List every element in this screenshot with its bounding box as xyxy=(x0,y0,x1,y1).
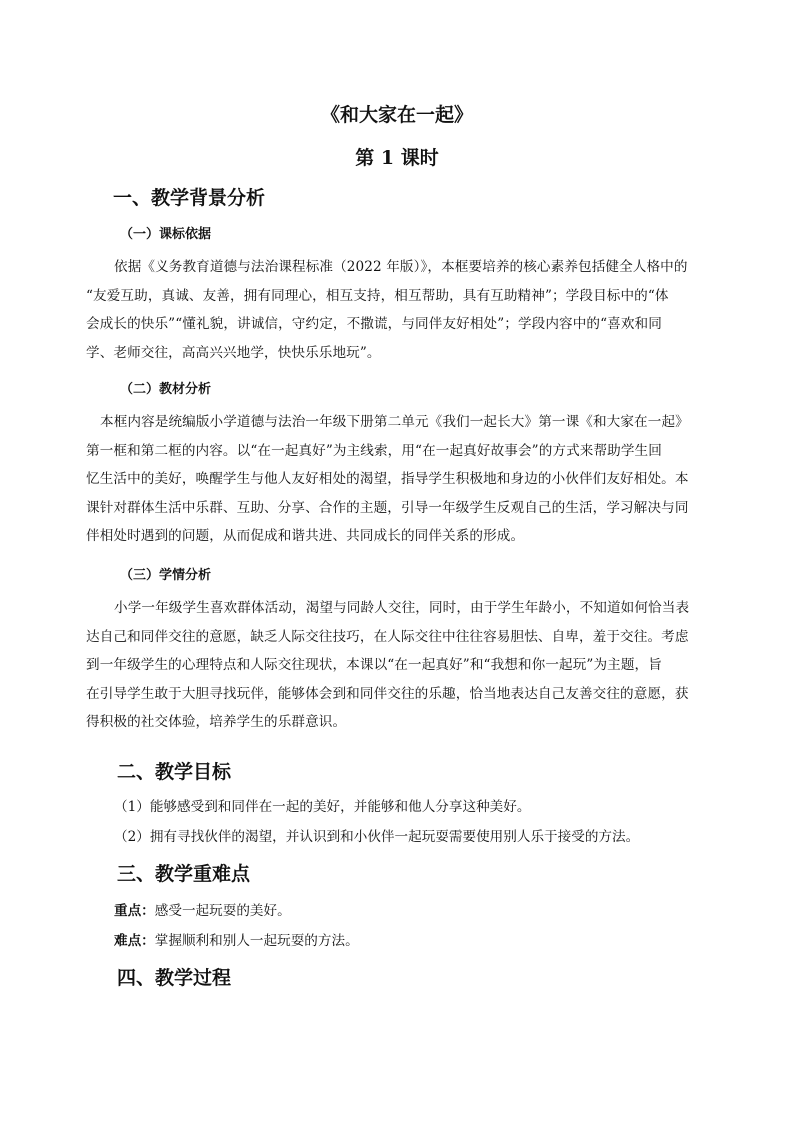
paragraph-curriculum-basis xyxy=(86,253,710,367)
text-line: 第一框和第二框的内容。以“在一起真好”为主线索，用“在一起真好故事会”的方式来帮助学生回 xyxy=(86,442,662,459)
difficult-point-label: 难点： xyxy=(114,933,155,949)
key-point-label: 重点： xyxy=(114,903,155,919)
text-line: 本框内容是统编版小学道德与法治一年级下册第二单元《我们一起长大》第一课《和大家在一起》 xyxy=(100,414,689,430)
objective-item-2: （2）拥有寻找伙伴的渴望，并认识到和小伙伴一起玩耍需要使用别人乐于接受的方法。 xyxy=(114,829,640,845)
key-point-text: 感受一起玩耍的美好。 xyxy=(154,903,291,919)
paragraph-textbook-analysis xyxy=(86,408,710,551)
text-line: 依据《义务教育道德与法治课程标准（2022 年版）》，本框要培养的核心素养包括健全人格中的 xyxy=(114,259,688,275)
subheading-textbook-analysis: （二）教材分析 xyxy=(120,382,212,397)
document-title: 《和大家在一起》 xyxy=(320,104,473,126)
text-line: 伴相处时遇到的问题，从而促成和谐共进、共同成长的同伴关系的形成。 xyxy=(86,528,525,545)
section-heading-process: 四、教学过程 xyxy=(117,967,232,989)
text-line: 忆生活中的美好，唤醒学生与他人友好相处的渴望，指导学生积极地和身边的小伙伴们友好相处。本 xyxy=(86,471,689,488)
text-line: 会成长的快乐”“懂礼貌，讲诚信，守约定，不撒谎，与同伴友好相处”；学段内容中的“喜欢和同 xyxy=(86,316,662,333)
text-line: 达自己和同伴交往的意愿，缺乏人际交往技巧，在人际交往中往往容易胆怯、自卑，羞于交往。考虑 xyxy=(86,628,689,645)
text-line: “友爱互助，真诚、友善，拥有同理心，相互支持，相互帮助，具有互助精神”；学段目标中的“体 xyxy=(86,287,669,304)
text-line: 得积极的社交体验，培养学生的乐群意识。 xyxy=(86,714,347,731)
difficult-point xyxy=(114,931,359,951)
text-line: 到一年级学生的心理特点和人际交往现状，本课以“在一起真好”和“我想和你一起玩”为主题，旨 xyxy=(86,657,662,674)
section-heading-objectives: 二、教学目标 xyxy=(117,761,232,783)
text-line: 小学一年级学生喜欢群体活动，渴望与同龄人交往，同时，由于学生年龄小，不知道如何恰当表 xyxy=(114,600,690,616)
text-line: 在引导学生敢于大胆寻找玩伴，能够体会到和同伴交往的乐趣，恰当地表达自己友善交往的意愿，获 xyxy=(86,685,689,702)
key-point xyxy=(114,901,291,921)
lesson-subtitle: 第 1 课时 xyxy=(355,147,439,169)
text-line: 课针对群体生活中乐群、互助、分享、合作的主题，引导一年级学生反观自己的生活，学习解决与同 xyxy=(86,499,689,516)
paragraph-student-analysis xyxy=(86,594,710,737)
section-heading-key-points: 三、教学重难点 xyxy=(117,863,251,885)
subheading-student-analysis: （三）学情分析 xyxy=(120,568,212,583)
section-heading-background: 一、教学背景分析 xyxy=(113,187,266,209)
objective-item-1: （1）能够感受到和同伴在一起的美好，并能够和他人分享这种美好。 xyxy=(114,799,531,815)
subheading-curriculum-basis: （一）课标依据 xyxy=(120,227,212,242)
difficult-point-text: 掌握顺利和别人一起玩耍的方法。 xyxy=(154,933,359,949)
text-line: 学、老师交往，高高兴兴地学，快快乐乐地玩”。 xyxy=(86,344,381,361)
